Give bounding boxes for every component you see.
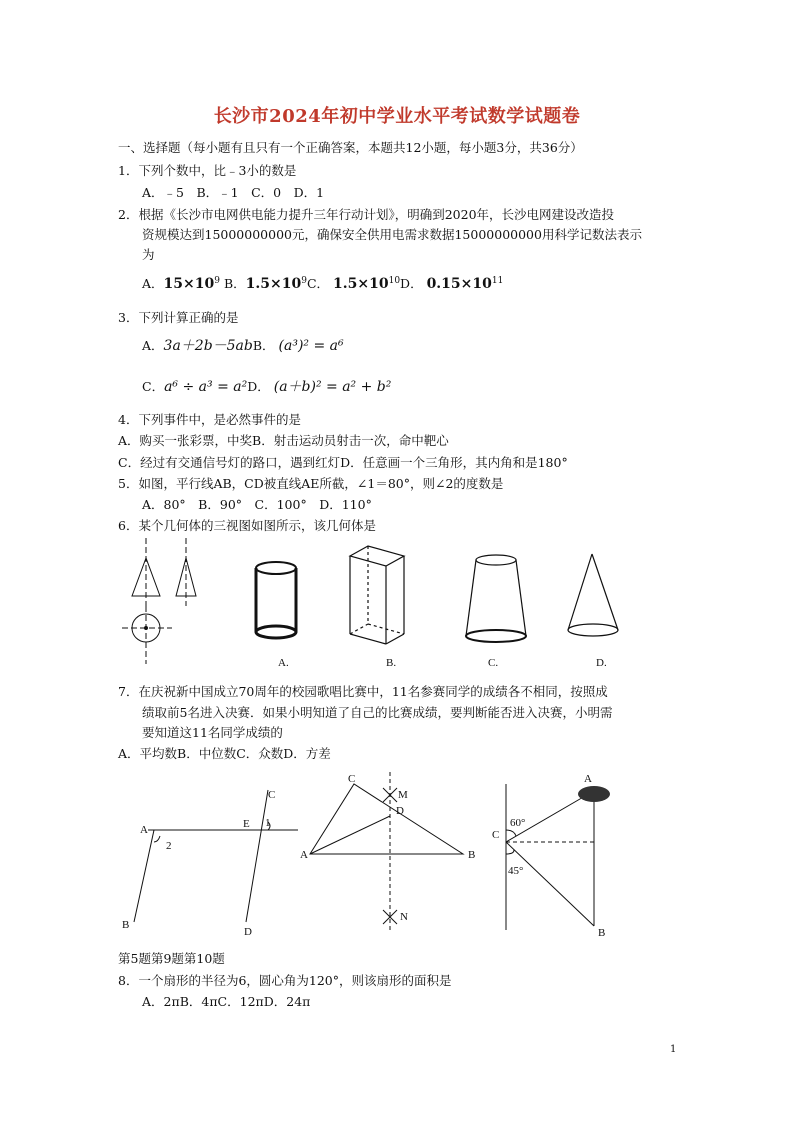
- page-title: 长沙市2024年初中学业水平考试数学试题卷: [213, 106, 581, 127]
- q8-stem: 8．一个扇形的半径为6，圆心角为120°，则该扇形的面积是: [118, 973, 452, 988]
- fig10-angle-60: 60°: [510, 817, 526, 829]
- q3-row2: [142, 379, 391, 396]
- option-c-frustum: [466, 555, 526, 642]
- fig10-angle-45: 45°: [508, 865, 524, 877]
- q4-stem: 4．下列事件中，是必然事件的是: [118, 412, 301, 427]
- q2-optB: 1.5×10: [245, 276, 302, 293]
- fig9-label-c: C: [348, 773, 356, 785]
- q7-line3: 要知道这11名同学成绩的: [142, 725, 283, 740]
- fig5-angle-1: 1: [265, 817, 271, 829]
- fig9-label-d: D: [396, 805, 404, 817]
- q5-stem: 5．如图，平行线AB，CD被直线AE所截，∠1＝80°，则∠2的度数是: [118, 476, 504, 491]
- option-d-label: D.: [596, 657, 607, 669]
- section-heading: 一、选择题（每小题有且只有一个正确答案，本题共12小题，每小题3分，共36分）: [118, 140, 583, 155]
- option-a-cylinder: [256, 562, 296, 638]
- q2-optB-exp: 9: [301, 276, 307, 286]
- q1-options: A．﹣5 B．﹣1 C．0 D．1: [142, 185, 325, 200]
- q5-options: A．80° B．90° C．100° D．110°: [142, 497, 372, 512]
- q2-optC-label: C．: [306, 276, 330, 292]
- fig9-label-a: A: [300, 849, 308, 861]
- q2-line3: 为: [142, 247, 155, 262]
- q1-stem: 1．下列个数中，比﹣3小的数是: [118, 163, 297, 178]
- q2-line2: 资规模达到15000000000元，确保安全供用电需求数据15000000000用科学记数法表示: [142, 227, 642, 242]
- option-c-label: C.: [488, 657, 499, 669]
- fig10-label-a: A: [584, 773, 592, 785]
- q8-options: A．2πB．4πC．12πD．24π: [142, 994, 311, 1009]
- q3-optC-label: C．: [142, 379, 165, 394]
- q7-line1: 7．在庆祝新中国成立70周年的校园歌唱比赛中，11名参赛同学的成绩各不相同，按照成: [118, 684, 608, 699]
- q4-line1: A．购买一张彩票，中奖B．射击运动员射击一次，命中靶心: [118, 433, 449, 448]
- fig10-label-b: B: [598, 927, 606, 939]
- q6-stem: 6．某个几何体的三视图如图所示，该几何体是: [118, 518, 376, 533]
- q6-figures: [110, 536, 630, 676]
- three-view-drawing: [122, 538, 196, 664]
- q2-optC: 1.5×10: [333, 276, 389, 293]
- q2-optA-label: A．: [142, 276, 164, 292]
- q2-optD: 0.15×10: [426, 276, 492, 293]
- q3-optB-label: B．: [252, 338, 275, 353]
- option-a-label: A.: [278, 657, 289, 669]
- fig9-label-b: B: [468, 849, 476, 861]
- page-number: 1: [670, 1044, 677, 1055]
- q7-options: A．平均数B．中位数C．众数D．方差: [118, 746, 331, 761]
- fig9-label-n: N: [400, 911, 408, 923]
- fig5-label-e: E: [243, 818, 250, 830]
- fig5-label-c: C: [268, 789, 276, 801]
- q3-row1: [142, 338, 344, 355]
- q4-line2: C．经过有交通信号灯的路口，遇到红灯D．任意画一个三角形，其内角和是180°: [118, 455, 568, 470]
- figure-caption: 第5题第9题第10题: [118, 951, 225, 966]
- q3-optD-label: D．: [247, 379, 270, 394]
- q2-optA-exp: 9: [214, 276, 220, 286]
- fig5-parallel-lines: [134, 790, 298, 922]
- q3-optD: (a＋b)² = a² + b²: [273, 379, 392, 395]
- q3-optA-label: A．: [142, 338, 164, 353]
- fig5-label-a: A: [140, 824, 148, 836]
- q2-line1: 2．根据《长沙市电网供电能力提升三年行动计划》，明确到2020年，长沙电网建设改造投: [118, 207, 615, 222]
- q2-optD-exp: 11: [491, 276, 504, 286]
- fig9-label-m: M: [398, 789, 408, 801]
- fig9-triangle: [310, 772, 463, 930]
- q3-optC: a⁶ ÷ a³ = a²: [164, 379, 248, 395]
- q2-optA: 15×10: [163, 276, 215, 293]
- fig5-label-b: B: [122, 919, 130, 931]
- q2-optB-label: B．: [223, 276, 246, 292]
- q2-optC-exp: 10: [388, 276, 401, 286]
- q7-line2: 绩取前5名进入决赛．如果小明知道了自己的比赛成绩，要判断能否进入决赛，小明需: [142, 705, 613, 720]
- fig10-bearing: [506, 784, 596, 930]
- fig10-label-c: C: [492, 829, 500, 841]
- q2-options: [142, 276, 503, 293]
- fig5-angle-2: 2: [166, 840, 172, 852]
- option-d-cone: [568, 554, 618, 636]
- fig10-cloud-icon: [578, 786, 610, 802]
- option-b-label: B.: [386, 657, 397, 669]
- fig5-label-d: D: [244, 926, 252, 938]
- option-b-prism: [350, 546, 404, 644]
- q3-stem: 3．下列计算正确的是: [118, 310, 239, 325]
- q3-optB: (a³)² = a⁶: [278, 338, 344, 354]
- q3-optA: 3a＋2b－5ab: [163, 338, 253, 354]
- q2-optD-label: D．: [400, 276, 423, 292]
- figures-q5-q9-q10: [118, 770, 638, 940]
